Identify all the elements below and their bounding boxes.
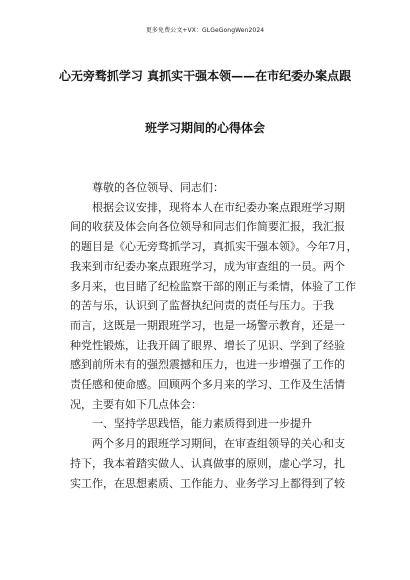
header-note: 更多免费公文+VX：GLGeGongWen2024 — [145, 27, 265, 34]
body-line: 的题目是《心无旁骛抓学习，真抓实干强本领》。今年7月， — [70, 240, 358, 254]
document-body — [70, 178, 360, 493]
salutation: 尊敬的各位领导、同志们： — [92, 181, 224, 194]
body-line: 两个多月的跟班学习期间，在审查组领导的关心和支 — [92, 437, 345, 451]
body-line: 况，主要有如下几点体会： — [70, 397, 202, 411]
body-line: 种党性锻炼，让我开阔了眼界、增长了见识、学到了经验 — [70, 338, 345, 352]
body-line: 实工作，在思想素质、工作能力、业务学习上都得到了较 — [70, 476, 345, 490]
body-line: 间的收获及体会向各位领导和同志们作简要汇报，我汇报 — [70, 220, 345, 234]
body-line: 而言，这既是一期跟班学习，也是一场警示教育，还是一 — [70, 318, 345, 332]
body-line: 我来到市纪委办案点跟班学习，成为审查组的一员。两个 — [70, 259, 345, 273]
body-line: 根据会议安排，现将本人在市纪委办案点跟班学习期 — [92, 200, 345, 214]
document-title-line-2: 班学习期间的心得体会 — [144, 121, 265, 135]
body-line: 持下，我本着踏实做人、认真做事的原则，虚心学习，扎 — [70, 456, 345, 470]
document-title-line-1: 心无旁骛抓学习 真抓实干强本领——在市纪委办案点跟 — [58, 69, 352, 83]
section-heading: 一、坚持学思践悟，能力素质得到进一步提升 — [92, 417, 312, 431]
body-line: 责任感和使命感。回顾两个多月来的学习、工作及生活情 — [70, 378, 345, 392]
body-line: 感到前所未有的强烈震撼和压力，也进一步增强了工作的 — [70, 358, 345, 372]
body-line: 多月来，也目睹了纪检监察干部的刚正与柔情，体验了工作 — [70, 279, 356, 293]
body-line: 的苦与乐，认识到了监督执纪问责的责任与压力。于我 — [70, 299, 334, 313]
